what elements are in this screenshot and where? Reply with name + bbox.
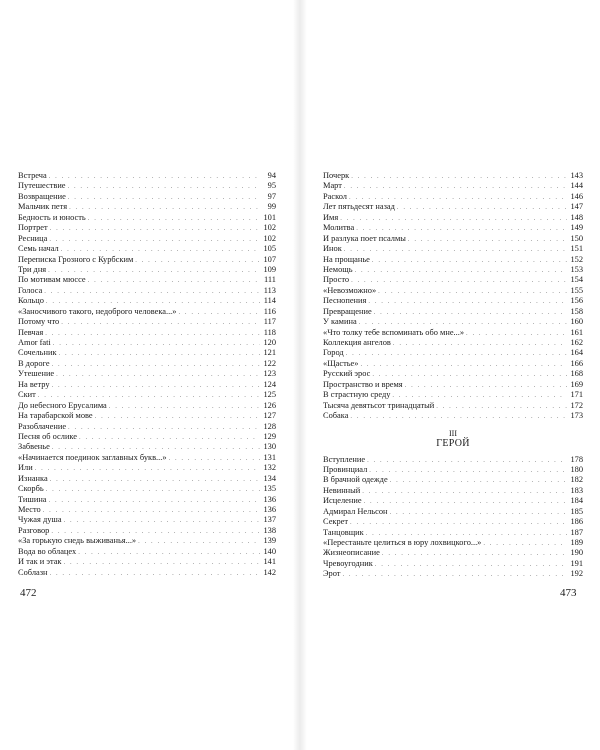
toc-entry (323, 486, 583, 496)
toc-entry (323, 328, 583, 338)
toc-entry-page: 131 (263, 452, 276, 462)
dot-leader (79, 433, 260, 443)
toc-entry-page: 95 (267, 181, 276, 191)
dot-leader (466, 329, 567, 339)
toc-entry-page: 164 (570, 348, 583, 358)
dot-leader (342, 570, 567, 580)
toc-entry-title: Тысяча девятьсот тринадцатый (323, 400, 435, 410)
toc-entry-title: Март (323, 181, 342, 191)
toc-entry-page: 182 (570, 475, 583, 485)
toc-entry-title: Просто (323, 275, 350, 285)
toc-entry-title: Утешение (18, 369, 55, 379)
dot-leader (178, 308, 260, 318)
toc-entry-title: Кольцо (18, 296, 44, 306)
toc-entry (323, 538, 583, 548)
toc-entry (18, 223, 276, 233)
dot-leader (88, 214, 260, 224)
toc-entry-title: Немощь (323, 264, 353, 274)
dot-leader (367, 456, 567, 466)
toc-entry (323, 517, 583, 527)
toc-entry-title: Бедность и юность (18, 212, 86, 222)
dot-leader (364, 497, 567, 507)
toc-entry-title: Инок (323, 244, 342, 254)
dot-leader (52, 360, 260, 370)
toc-entry (323, 380, 583, 390)
toc-entry (18, 213, 276, 223)
dot-leader (374, 308, 567, 318)
toc-entry-page: 142 (263, 567, 276, 577)
toc-entry-page: 139 (263, 536, 276, 546)
toc-entry-title: Коллекция ангелов (323, 338, 391, 347)
dot-leader (45, 329, 260, 339)
toc-entry-title: Семь начал (18, 244, 59, 254)
toc-entry-page: 146 (570, 191, 583, 201)
dot-leader (344, 182, 567, 192)
toc-entry (323, 296, 583, 306)
toc-entry-page: 178 (570, 454, 583, 464)
toc-entry-title: Секрет (323, 517, 349, 527)
toc-entry-title: В дороге (18, 358, 50, 368)
dot-leader (351, 172, 567, 182)
toc-entry-title: «За горькую снедь выживанья...» (18, 536, 137, 546)
dot-leader (369, 466, 567, 476)
toc-entry (323, 255, 583, 265)
toc-entry (323, 307, 583, 317)
toc-entry-title: Скит (18, 390, 36, 400)
toc-entry-page: 187 (570, 527, 583, 537)
section-title: ГЕРОЙ (436, 437, 470, 449)
toc-entry (18, 265, 276, 275)
toc-entry-title: «Заносчивого такого, недоброго человека...» (18, 306, 177, 316)
toc-entry-title: Лет пятьдесят назад (323, 202, 395, 212)
toc-entry-title: «Что толку тебе вспоминать обо мне...» (323, 327, 465, 337)
toc-entry-page: 168 (570, 369, 583, 379)
dot-leader (61, 318, 260, 328)
toc-entry (18, 275, 276, 285)
dot-leader (53, 339, 260, 349)
dot-leader (346, 349, 567, 359)
toc-entry-page: 136 (263, 505, 276, 514)
toc-entry-title: Русский эрос (323, 369, 371, 379)
toc-entry-title: Переписка Грозного с Курбским (18, 254, 134, 264)
toc-entry-title: Ресница (18, 233, 48, 243)
toc-entry-page: 172 (570, 400, 583, 410)
toc-entry (18, 401, 276, 411)
toc-entry-title: Собака (323, 411, 349, 421)
toc-entry-page: 136 (263, 494, 276, 504)
toc-entry (323, 213, 583, 223)
toc-entry-page: 116 (263, 306, 276, 316)
toc-entry-title: Раскол (323, 191, 347, 201)
toc-entry-title: Встреча (18, 171, 47, 180)
right-page-contents (323, 171, 583, 580)
toc-entry-page: 102 (263, 233, 276, 243)
dot-leader (95, 412, 260, 422)
toc-entry-page: 150 (570, 233, 583, 243)
toc-entry-title: Пространство и время (323, 379, 403, 389)
toc-entry (18, 317, 276, 327)
toc-entry-title: И так и этак (18, 557, 62, 567)
toc-entry (323, 192, 583, 202)
dot-leader (351, 276, 567, 286)
toc-entry-page: 191 (570, 558, 583, 568)
dot-leader (436, 402, 567, 412)
toc-entry (323, 202, 583, 212)
toc-entry-page: 158 (570, 306, 583, 316)
toc-entry-page: 185 (570, 506, 583, 516)
toc-entry (18, 171, 276, 181)
dot-leader (50, 569, 260, 579)
toc-entry (323, 548, 583, 558)
toc-entry-page: 101 (263, 212, 276, 222)
toc-entry-page: 151 (570, 244, 583, 254)
left-page-contents (18, 171, 276, 578)
toc-entry-page: 138 (263, 525, 276, 535)
toc-entry (323, 244, 583, 254)
toc-entry (18, 505, 276, 515)
dot-leader (44, 287, 260, 297)
section-heading (323, 429, 583, 449)
toc-entry-title: Возвращение (18, 191, 66, 201)
toc-entry (18, 515, 276, 525)
toc-entry-title: Эрот (323, 569, 341, 579)
toc-entry (18, 181, 276, 191)
toc-entry-title: Или (18, 463, 33, 473)
toc-entry-title: Сочельник (18, 348, 57, 358)
toc-entry (323, 455, 583, 465)
toc-entry-page: 161 (570, 327, 583, 337)
dot-leader (68, 193, 260, 203)
toc-entry (323, 465, 583, 475)
toc-entry (18, 411, 276, 421)
toc-entry (18, 432, 276, 442)
toc-entry-page: 162 (570, 338, 583, 347)
toc-entry (18, 338, 276, 348)
toc-entry-page: 113 (263, 285, 276, 295)
toc-entry-page: 125 (263, 390, 276, 400)
toc-entry-title: На ветру (18, 379, 50, 389)
dot-leader (169, 454, 260, 464)
toc-entry-title: Место (18, 505, 41, 514)
dot-leader (340, 214, 567, 224)
toc-entry-title: Провинциал (323, 464, 368, 474)
toc-entry-page: 152 (570, 254, 583, 264)
toc-entry (18, 495, 276, 505)
dot-leader (49, 496, 260, 506)
toc-entry (18, 547, 276, 557)
dot-leader (35, 464, 260, 474)
toc-entry-title: «Начинается поединок заглавных букв...» (18, 452, 167, 462)
toc-entry (323, 496, 583, 506)
toc-entry (18, 348, 276, 358)
toc-entry-page: 144 (570, 181, 583, 191)
toc-entry-page: 155 (570, 285, 583, 295)
toc-entry (323, 475, 583, 485)
toc-entry-page: 189 (570, 538, 583, 547)
toc-entry-page: 186 (570, 517, 583, 527)
toc-entry-page: 141 (263, 557, 276, 567)
toc-entry-page: 192 (570, 569, 583, 579)
toc-entry-title: Вода во облацех (18, 546, 77, 556)
dot-leader (368, 297, 567, 307)
dot-leader (64, 516, 260, 526)
toc-entry-page: 129 (263, 431, 276, 441)
toc-entry-title: В брачной одежде (323, 475, 388, 485)
toc-entry-page: 173 (570, 411, 583, 421)
toc-entry-page: 183 (570, 485, 583, 495)
dot-leader (350, 518, 567, 528)
toc-entry-page: 143 (570, 171, 583, 180)
toc-entry-page: 127 (263, 411, 276, 421)
toc-entry-page: 120 (263, 338, 276, 347)
toc-entry-page: 153 (570, 264, 583, 274)
toc-entry-title: Молитва (323, 223, 355, 233)
dot-leader (109, 402, 260, 412)
toc-entry-title: Исцеление (323, 496, 362, 506)
toc-entry-title: Разоблачение (18, 421, 67, 431)
toc-entry-title: «Невозможно» (323, 285, 377, 295)
dot-leader (69, 203, 260, 213)
toc-entry-page: 135 (263, 484, 276, 494)
toc-entry-page: 190 (570, 548, 583, 558)
toc-entry-title: Имя (323, 212, 339, 222)
dot-leader (59, 349, 260, 359)
toc-entry-page: 97 (267, 191, 276, 201)
dot-leader (405, 381, 567, 391)
toc-entry-title: Певчая (18, 327, 44, 337)
dot-leader (64, 558, 260, 568)
toc-entry (18, 463, 276, 473)
toc-entry (323, 317, 583, 327)
toc-entry (18, 328, 276, 338)
toc-entry (18, 390, 276, 400)
left-page-number: 472 (20, 587, 37, 599)
toc-entry (323, 559, 583, 569)
dot-leader (362, 487, 567, 497)
toc-entry-page: 126 (263, 400, 276, 410)
toc-entry (323, 265, 583, 275)
toc-entry-title: Почерк (323, 171, 350, 180)
dot-leader (393, 339, 567, 349)
right-page-number: 473 (560, 587, 577, 599)
toc-entry-page: 166 (570, 358, 583, 368)
toc-entry-page: 154 (570, 275, 583, 285)
toc-entry (323, 507, 583, 517)
toc-entry (18, 296, 276, 306)
toc-entry-page: 121 (263, 348, 276, 358)
toc-entry (18, 526, 276, 536)
toc-entry-page: 111 (264, 275, 276, 285)
toc-entry (323, 401, 583, 411)
toc-entry (18, 255, 276, 265)
toc-entry (323, 390, 583, 400)
toc-entry (18, 453, 276, 463)
toc-entry-title: Потому что (18, 317, 60, 327)
toc-entry-page: 122 (263, 358, 276, 368)
toc-entry-page: 171 (570, 390, 583, 400)
section-number: III (449, 428, 457, 438)
toc-entry (18, 474, 276, 484)
dot-leader (390, 476, 567, 486)
toc-entry (323, 348, 583, 358)
toc-entry-title: Путешествие (18, 181, 66, 191)
toc-entry-page: 137 (263, 515, 276, 525)
dot-leader (52, 381, 260, 391)
toc-entry (18, 557, 276, 567)
toc-entry-title: Вступление (323, 454, 366, 464)
toc-entry (18, 568, 276, 578)
dot-leader (49, 235, 260, 245)
dot-leader (50, 475, 260, 485)
toc-entry (323, 234, 583, 244)
toc-entry-page: 130 (263, 442, 276, 452)
toc-entry-page: 117 (263, 317, 276, 327)
dot-leader (138, 537, 260, 547)
toc-entry-title: На тарабарской мове (18, 411, 93, 421)
toc-entry-page: 105 (263, 244, 276, 254)
toc-entry-title: Голоса (18, 285, 43, 295)
dot-leader (360, 360, 567, 370)
toc-entry (18, 536, 276, 546)
toc-entry (18, 422, 276, 432)
toc-entry-page: 147 (570, 202, 583, 212)
toc-entry-page: 156 (570, 296, 583, 306)
toc-entry-page: 118 (263, 327, 276, 337)
dot-leader (344, 245, 567, 255)
toc-entry-title: Мальчик петя (18, 202, 68, 212)
toc-entry (323, 369, 583, 379)
toc-entry-title: В страстную среду (323, 390, 391, 400)
toc-entry (18, 307, 276, 317)
toc-entry (323, 286, 583, 296)
toc-entry (18, 192, 276, 202)
toc-entry (18, 369, 276, 379)
toc-entry (323, 275, 583, 285)
toc-entry-page: 184 (570, 496, 583, 506)
dot-leader (350, 412, 567, 422)
toc-entry-title: Чревоугодник (323, 558, 373, 568)
toc-entry (323, 171, 583, 181)
dot-leader (56, 370, 260, 380)
dot-leader (135, 256, 260, 266)
toc-entry-page: 102 (263, 223, 276, 233)
toc-entry (323, 411, 583, 421)
toc-entry-page: 169 (570, 379, 583, 389)
toc-entry-title: «Щастье» (323, 358, 359, 368)
toc-entry (323, 528, 583, 538)
toc-entry-title: Чужая душа (18, 515, 62, 525)
toc-entry (18, 380, 276, 390)
toc-entry (18, 234, 276, 244)
toc-entry-title: Портрет (18, 223, 48, 233)
toc-entry-title: Превращение (323, 306, 372, 316)
dot-leader (483, 539, 567, 549)
toc-entry-page: 180 (570, 464, 583, 474)
toc-entry-title: Забвенье (18, 442, 50, 452)
toc-entry-title: Невинный (323, 485, 361, 495)
toc-entry-page: 132 (263, 463, 276, 473)
dot-leader (68, 182, 260, 192)
toc-entry-title: Amor fati (18, 338, 51, 347)
toc-entry-title: И разлука поет псалмы (323, 233, 406, 243)
toc-entry-page: 114 (263, 296, 276, 306)
dot-leader (375, 560, 567, 570)
toc-entry (18, 244, 276, 254)
dot-leader (78, 548, 260, 558)
toc-entry-page: 94 (267, 171, 276, 180)
toc-entry-title: До небесного Ерусалима (18, 400, 107, 410)
dot-leader (390, 508, 568, 518)
toc-entry-page: 134 (263, 473, 276, 483)
toc-entry-page: 160 (570, 317, 583, 327)
toc-entry-title: Песня об ослике (18, 431, 78, 441)
toc-entry (18, 286, 276, 296)
dot-leader (355, 266, 567, 276)
toc-entry-title: По мотивам мюссе (18, 275, 86, 285)
dot-leader (46, 485, 260, 495)
toc-entry-title: Танцовщик (323, 527, 364, 537)
toc-entry-title: Скорбь (18, 484, 44, 494)
book-gutter (293, 0, 307, 750)
toc-entry-page: 128 (263, 421, 276, 431)
toc-entry-title: Тишина (18, 494, 47, 504)
dot-leader (372, 256, 567, 266)
toc-entry (323, 569, 583, 579)
toc-entry-title: На прощанье (323, 254, 370, 264)
dot-leader (397, 203, 567, 213)
dot-leader (408, 235, 567, 245)
toc-entry-title: Жизнеописание (323, 548, 380, 558)
dot-leader (43, 506, 260, 516)
toc-entry-page: 123 (263, 369, 276, 379)
toc-entry-title: Разговор (18, 525, 50, 535)
toc-entry (18, 202, 276, 212)
dot-leader (49, 172, 260, 182)
dot-leader (382, 549, 567, 559)
toc-entry-page: 148 (570, 212, 583, 222)
toc-entry-title: У камина (323, 317, 357, 327)
dot-leader (68, 423, 260, 433)
toc-entry-title: Соблазн (18, 567, 48, 577)
dot-leader (88, 276, 260, 286)
toc-entry-title: Три дня (18, 264, 47, 274)
dot-leader (378, 287, 567, 297)
toc-entry-page: 107 (263, 254, 276, 264)
dot-leader (50, 224, 260, 234)
toc-entry (323, 359, 583, 369)
toc-entry (323, 338, 583, 348)
toc-entry-title: Адмирал Нельсон (323, 506, 388, 516)
toc-entry-page: 140 (263, 546, 276, 556)
toc-entry-page: 109 (263, 264, 276, 274)
toc-entry-title: Город (323, 348, 344, 358)
toc-entry (323, 181, 583, 191)
toc-entry-title: Изнанка (18, 473, 48, 483)
toc-entry-title: Песнопения (323, 296, 367, 306)
toc-entry-page: 149 (570, 223, 583, 233)
toc-entry-page: 99 (267, 202, 276, 212)
toc-entry-page: 124 (263, 379, 276, 389)
toc-entry (18, 359, 276, 369)
toc-entry (18, 442, 276, 452)
toc-entry-title: «Перестаньте целиться в юру лохвицкого...» (323, 538, 482, 547)
toc-entry (18, 484, 276, 494)
toc-entry (323, 223, 583, 233)
